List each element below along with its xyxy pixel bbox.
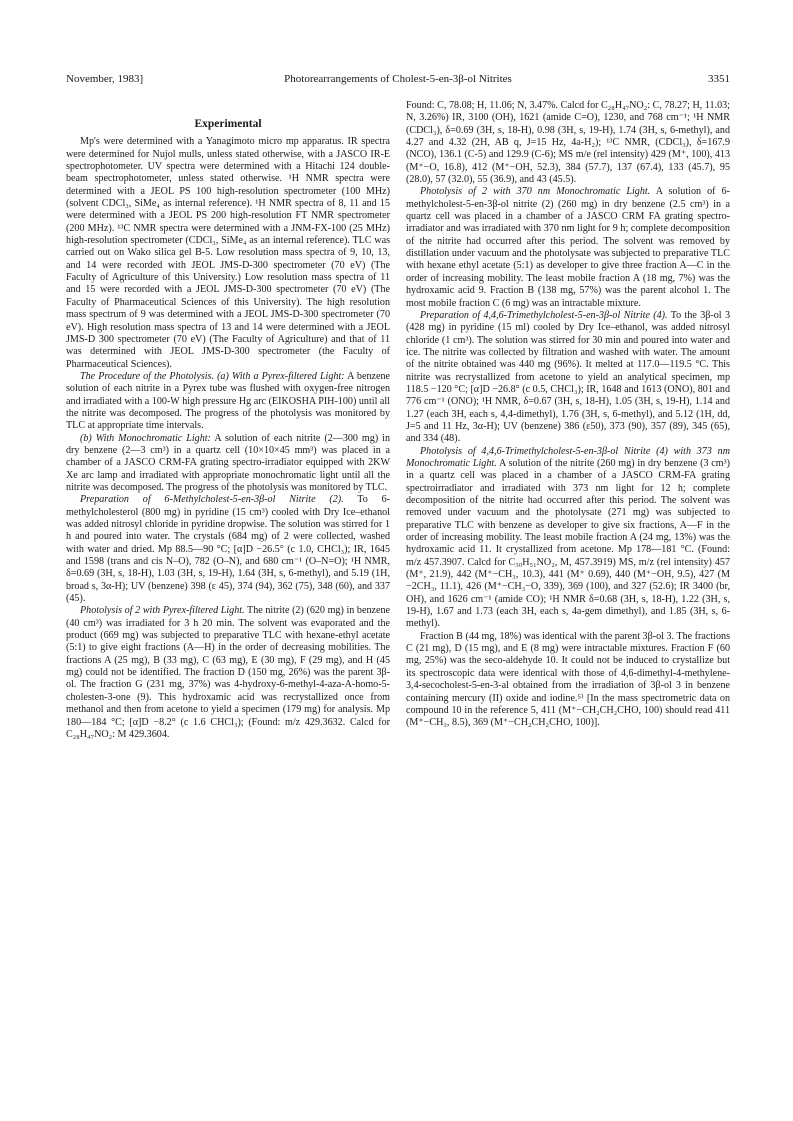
- left-column: [66, 100, 390, 741]
- paragraph-preparation-2: [66, 494, 390, 605]
- paragraph-instruments: Mp's were determined with a Yanagimoto micro mp apparatus. IR spectra were determined for Nujol mulls, unless stated otherwise, with a JASCO IR-E spectrophotometer. UV spectra were determined with a Hitachi 124 double-beam spectrophotometer, unless stated otherwise. ¹H NMR spectra were determined with a JEOL PS 100 high-resolution spectrometer (100 MHz) (solvent CDCl₃, SiMe₄ as internal reference). ¹H NMR spectra of 8, 11 and 15 were determined with a JEOL PS 200 high-resolution FT NMR spectrometer (200 MHz). ¹³C NMR spectra were determined with a JNM-FX-100 (25 MHz) high-resolution spectrometer (CDCl₃, SiMe₄ as an internal reference). TLC was carried out on Wako silica gel B-5. Low resolution mass spectra of 9, 10, 13, and 14 were recorded with JEOL JMS-D-300 spectrometer (70 eV) (The Faculty of Agriculture of this University.) Low resolution mass spectra of 11 and 15 were recorded with a JEOL JMS-D-300 spectrometer (70 eV) (The Faculty of Pharmaceutical Sciences of this University). The high resolution mass spectrum of 9 was determined with a JEOL JMS-D-300 spectrometer (70 eV). High resolution mass spectra of 13 and 14 were determined with a JEOL JMS-D 300 spectrometer (70 eV) (The Faculty of Agriculture) and that of 11 was determined with JEOL JMS-D-300 spectrometer (the Faculty of Pharmaceutical Sciences).: [66, 136, 390, 370]
- runin-heading: The Procedure of the Photolysis. (a) With a Pyrex-filtered Light:: [80, 370, 345, 382]
- paragraph-analysis-continued: Found: C, 78.08; H, 11.06; N, 3.47%. Calcd for C₂₈H₄₇NO₂: C, 78.27; H, 11.03; N, 3.26%) IR, 3100 (OH), 1621 (amide C=O), 1230, and 768 cm⁻¹; ¹H NMR (CDCl₃), δ=0.69 (3H, s, 18-H), 0.98 (3H, s, 19-H), 1.74 (3H, s, 6-methyl), and 4.27 and 4.32 (2H, AB q, J=15 Hz, 4a-H₂); ¹³C NMR, (CDCl₃), δ=167.9 (NCO), 136.1 (C-5) and 129.9 (C-6); MS m/e (rel intensity) 429 (M⁺, 100), 413 (M⁺−O, 16.8), 412 (M⁺−OH, 52.3), 384 (57.7), 137 (67.4), 133 (45.7), 95 (28.0), 57 (32.0), 55 (36.9), and 43 (45.5).: [406, 100, 730, 186]
- paragraph-text: A solution of 6-methylcholest-5-en-3β-ol nitrite (2) (260 mg) in dry benzene (2.5 cm³) in a quartz cell was placed in a chamber of a JASCO CRM FA grating spectro-irradiator and was irradiated with 370 nm light for 9 h; complete decomposition of the nitrite had occurred after this period. The solvent was removed by distillation under vacuum and the photolysate was subjected to preparative TLC with hexane ethyl acetate (5:1) as developer to give three fraction A—C in the order of increasing mobility. The least mobile fraction A (18 mg, 7%) was the hydroxamic acid 9. Fraction B (138 mg, 57%) was the parent alcohol 1. The most mobile fraction C (6 mg) was an intractable mixture.: [406, 186, 730, 309]
- paragraph-photolysis-2-370nm: [406, 186, 730, 309]
- runin-heading: Preparation of 4,4,6-Trimethylcholest-5-en-3β-ol Nitrite (4).: [420, 309, 668, 321]
- section-title: Experimental: [194, 118, 262, 130]
- header-title: Photorearrangements of Cholest-5-en-3β-ol Nitrites: [284, 73, 512, 85]
- runin-heading: Photolysis of 2 with 370 nm Monochromatic Light.: [420, 186, 651, 198]
- runin-heading: (b) With Monochromatic Light:: [80, 432, 211, 444]
- right-column: [406, 100, 730, 730]
- paragraph-photolysis-4-373nm: [406, 446, 730, 631]
- paragraph-fraction-b: Fraction B (44 mg, 18%) was identical with the parent 3β-ol 3. The fractions C (21 mg), D (15 mg), and E (8 mg) were intractable mixtures. Fraction F (60 mg, 25%) was the seco-aldehyde 10. It could not be induced to crystallize but its spectroscopic data were identical with those of 4,6-dimethyl-4-methylene-3,4-secocholest-5-en-3-al obtained from the irradiation of 3β-ol 3 in benzene containing mercury (II) oxide and iodine.⁵⁾ [In the mass spectrometric data on compound 10 in the reference 5, 411 (M⁺−CH₂CH₂CHO, 100) should read 411 (M⁺−CH₃, 8.5), 369 (M⁺−CH₂CH₂CHO, 100)].: [406, 630, 730, 729]
- paragraph-text: The nitrite (2) (620 mg) in benzene (40 cm³) was irradiated for 3 h 20 min. The solvent was evaporated and the product (669 mg) was subjected to preparative TLC with hexane-ethyl acetate (5:1) to give eight fractions (A—H) in the order of decreasing mobilities. The fractions A (25 mg), B (33 mg), C (63 mg), E (30 mg), F (29 mg), and H (45 mg) could not be identified. The fraction D (150 mg, 26%) was the parent 3β-ol. The fraction G (231 mg, 37%) was 4-hydroxy-6-methyl-4-aza-A-homo-5-cholesten-3-one (9). This hydroxamic acid was recrystallized once from methanol and then from acetone to yield a specimen (179 mg) for analysis. Mp 180—184 °C; [α]D −8.2° (c 1.6 CHCl₃); (Found: m/z 429.3632. Calcd for C₂₈H₄₇NO₂: M 429.3604.: [66, 605, 390, 740]
- paragraph-photolysis-procedure: [66, 371, 390, 433]
- paragraph-photolysis-2-pyrex: [66, 605, 390, 741]
- paragraph-text: To 6-methylcholesterol (800 mg) in pyridine (15 cm³) cooled with Dry Ice–ethanol was added nitrosyl chloride in pyridine dropwise. The solution was stirred for 1 h and poured into water. The crystals (684 mg) of 2 were collected, washed with water and dried. Mp 88.5—90 °C; [α]D −26.5° (c 1.0, CHCl₃); IR, 1645 and 1598 (trans and cis N–O), 782 (O–N), and 680 cm⁻¹ (O–N=O); ¹H NMR, δ=0.69 (3H, s, 18-H), 1.03 (3H, s, 19-H), 1.64 (3H, s, 6-methyl), and 5.19 (1H, broad s, 3α-H); UV (benzene) 398 (ε 45), 374 (94), 362 (75), 348 (60), and 337 (45).: [66, 494, 390, 605]
- paragraph-text: To the 3β-ol 3 (428 mg) in pyridine (15 ml) cooled by Dry Ice–ethanol, was added nitrosyl chloride (1 cm³). The solution was stirred for 30 min and poured into water and ice. The nitrite was collected by filtration and washed with water. The amount of the nitrite obtained was 440 mg (96%). It melted at 117.0—119.5 °C. This nitrite was recrystallized from acetone to yield an analytical specimen, mp 118.5 −120 °C; [α]D −26.8° (c 0.5, CHCl₃); IR, 1648 and 1613 (ONO), 801 and 776 cm⁻¹ (ONO); ¹H NMR, δ=0.67 (3H, s, 18-H), 1.05 (3H, s, 19-H), 1.14 and 1.27 (each 3H, each s, 4,4-dimethyl), 1.76 (3H, s, 6-methyl), and 5.12 (1H, dd, J=5 and 11 Hz, 3α-H); UV (benzene) 386 (ε50), 373 (90), 357 (89), 345 (65), and 334 (48).: [406, 309, 730, 445]
- paragraph-text: A solution of the nitrite (260 mg) in dry benzene (3 cm³) in a quartz cell was placed in a chamber of a JASCO CRM-FA grating spectroirradiator and irradiated with 373 nm light for 12 h; complete decomposition of the nitrite had occurred after this period. The solvent was removed under vacuum and the photolysate (271 mg) was subjected to preparative TLC with benzene as developer to give six fractions, A—F in the order of increasing mobility. The least mobile fraction A (24 mg, 13%) was the hydroxamic acid 11. It crystallized from acetone. Mp 178—181 °C. (Found: m/z 457.3907. Calcd for C₃₀H₅₁NO₂, M, 457.3919) MS, m/z (rel intensity) 457 (M⁺, 21.9), 442 (M⁺−CH₃, 10.3), 441 (M⁺ 0.69), 440 (M⁺−OH, 9.5), 427 (M −2CH₃, 11.1), 426 (M⁺−CH₃−O, 339), 369 (100), and 327 (52.6); IR 3400 (br, OH), and 1626 cm⁻¹ (amide CO); ¹H NMR δ=0.68 (3H, s, 18-H), 1.22 (3H, s, 19-H), 1.67 and 1.73 (each 3H, each s, 4a-gem dimethyl), and 1.85 (3H, s, 6-methyl).: [406, 457, 730, 630]
- runin-heading: Photolysis of 4,4,6-Trimethylcholest-5-en-3β-ol Nitrite (4) with 373 nm Monochromatic Light.: [406, 445, 730, 469]
- paragraph-preparation-4: [406, 310, 730, 446]
- paragraph-monochromatic: [66, 433, 390, 495]
- paragraph-text: A solution of each nitrite (2—300 mg) in dry benzene (2—3 cm³) in a quartz cell (10×10×45 mm³) was placed in a chamber of a JASCO CRM-FA grating spectro-irradiator equipped with 2KW Xe arc lamp and irradiated with appropriate monochromatic light until all the nitrite was decomposed. The progress of the photolysis was monitored by TLC.: [66, 432, 390, 493]
- runin-heading: Preparation of 6-Methylcholest-5-en-3β-ol Nitrite (2).: [80, 494, 344, 506]
- runin-heading: Photolysis of 2 with Pyrex-filtered Light.: [80, 605, 245, 617]
- paragraph-text: A benzene solution of each nitrite in a Pyrex tube was flushed with oxygen-free nitrogen and irradiated with a 100-W high pressure Hg arc (EIKOSHA PIH-100) until all the nitrite was decomposed. The progress of the photolysis was monitored by TLC at appropriate time intervals.: [66, 370, 390, 432]
- running-header: [66, 73, 730, 89]
- page-number: 3351: [708, 73, 730, 85]
- header-date: November, 1983]: [66, 73, 144, 85]
